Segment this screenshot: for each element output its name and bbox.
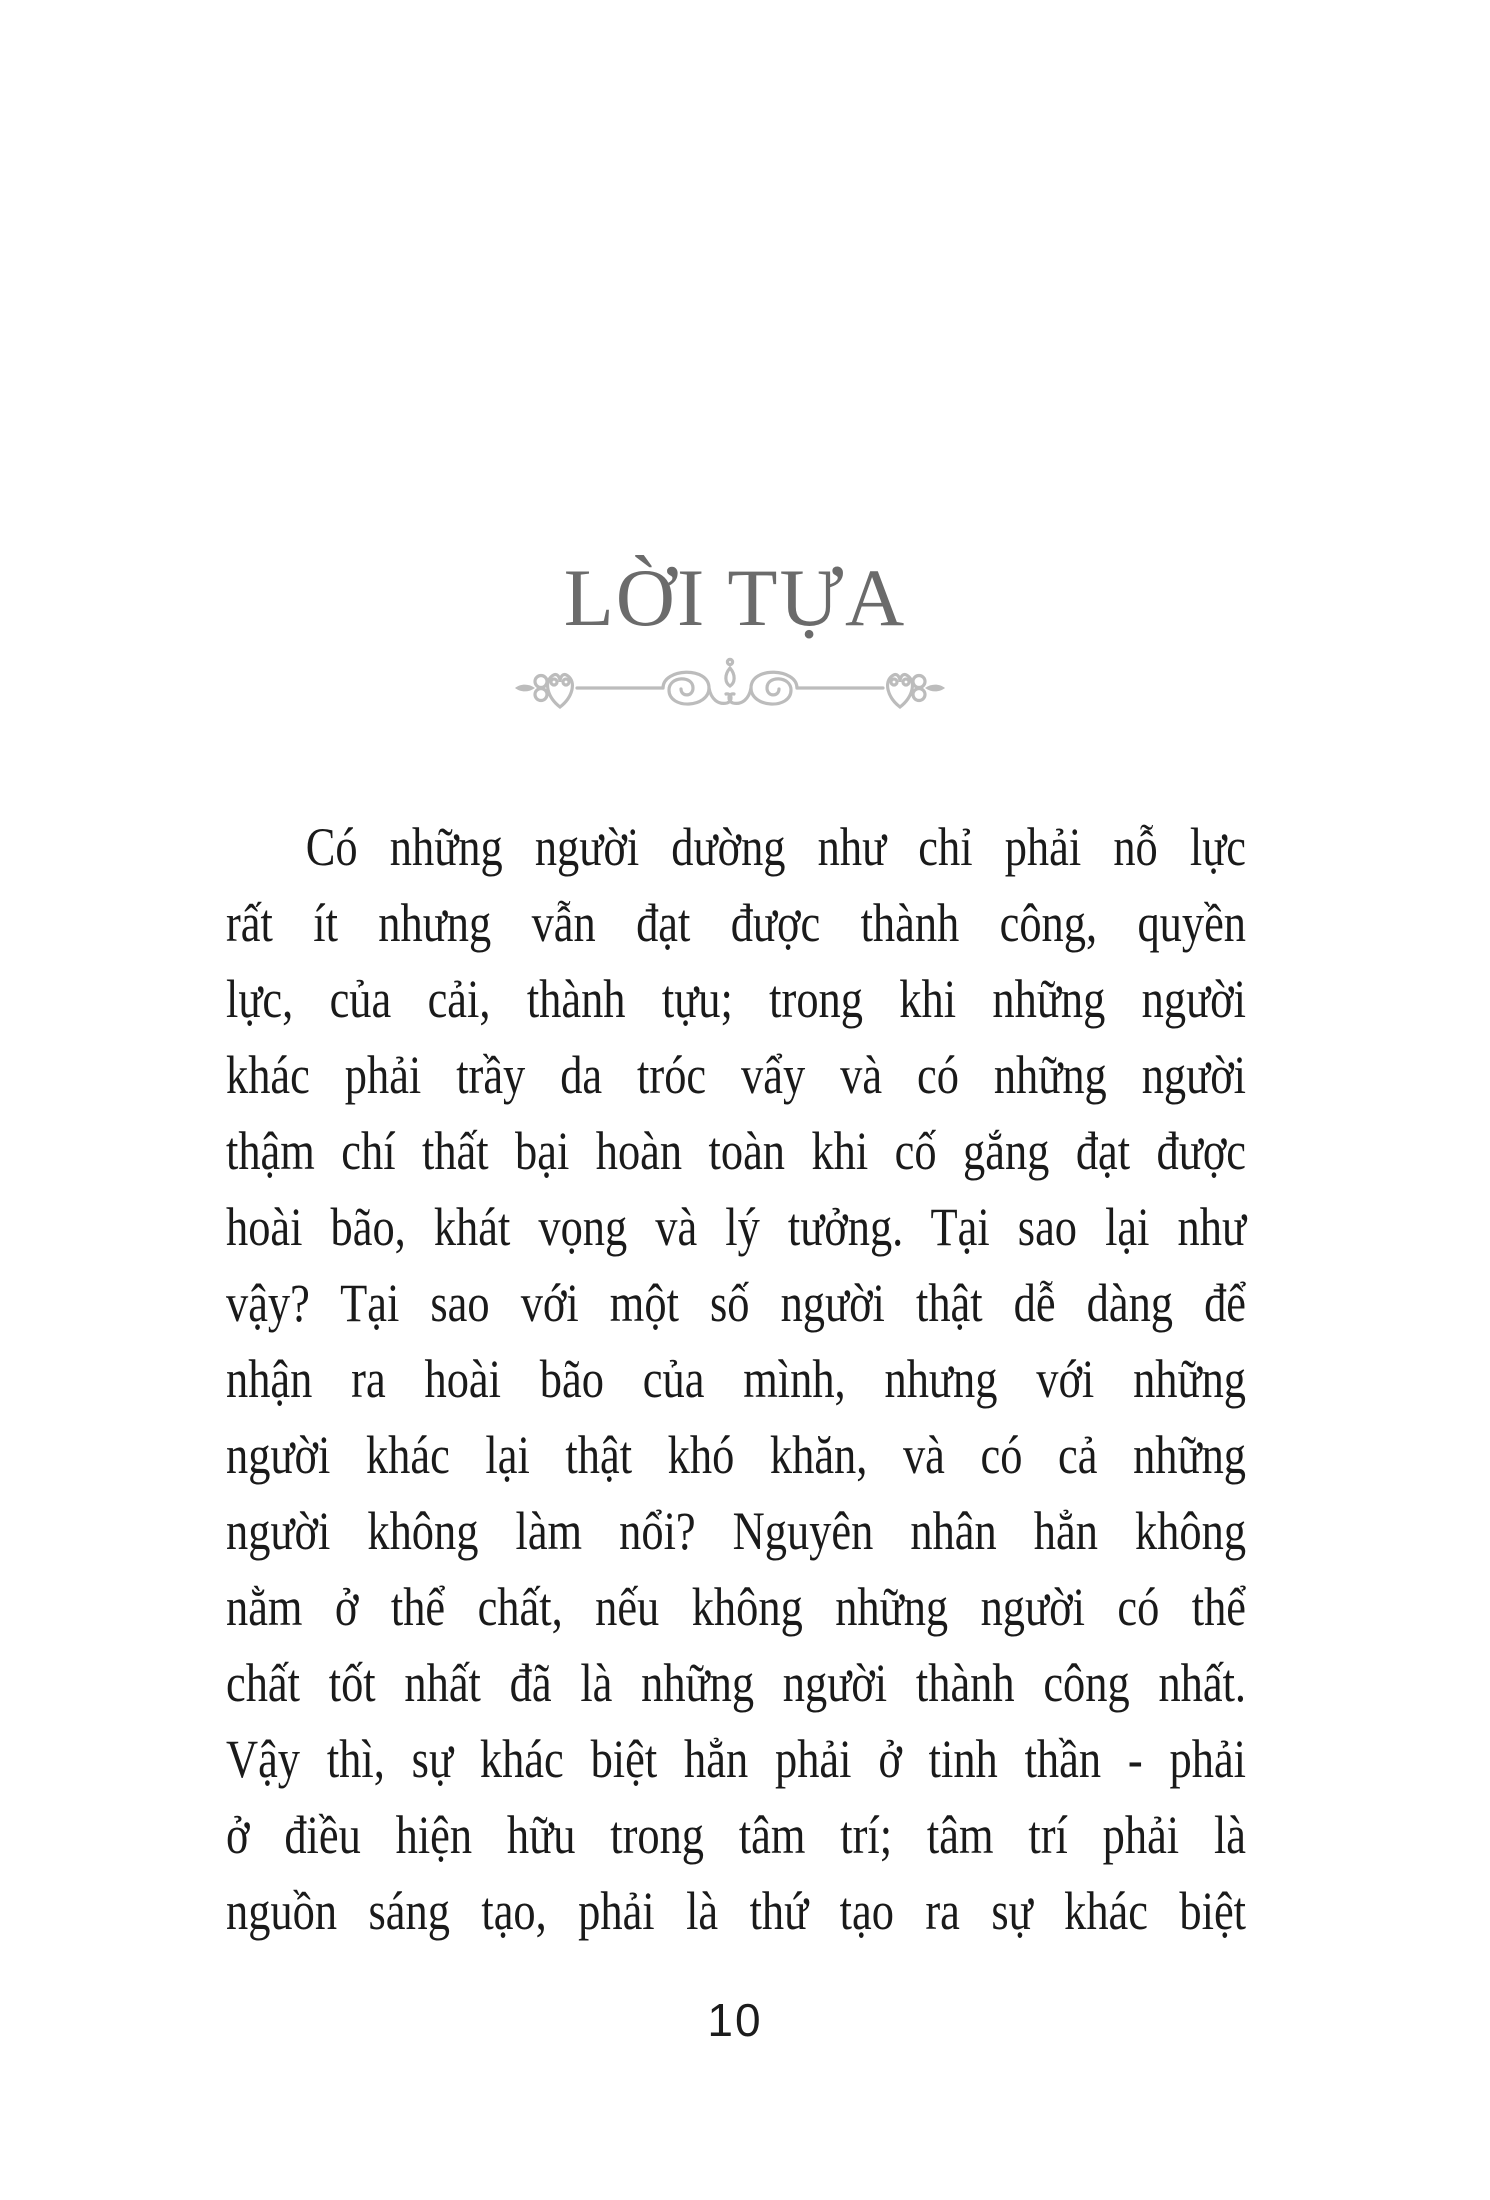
paragraph-line: nhận ra hoài bão của mình, nhưng với những [226, 1349, 1247, 1409]
paragraph-line: người không làm nổi? Nguyên nhân hẳn không [226, 1501, 1247, 1561]
paragraph-line: rất ít nhưng vẫn đạt được thành công, quyền [226, 893, 1247, 953]
paragraph-line: nằm ở thể chất, nếu không những người có thể [226, 1577, 1247, 1637]
paragraph-line: nguồn sáng tạo, phải là thứ tạo ra sự khác biệt [226, 1881, 1247, 1941]
paragraph-line: thậm chí thất bại hoàn toàn khi cố gắng đạt được [226, 1121, 1247, 1181]
page-title: LỜI TỰA [563, 552, 907, 643]
page-number: 10 [707, 1994, 763, 2046]
paragraph-line: Vậy thì, sự khác biệt hẳn phải ở tinh thần - phải [226, 1729, 1247, 1789]
paragraph-line: lực, của cải, thành tựu; trong khi những người [226, 969, 1247, 1029]
paragraph-line: Có những người dường như chỉ phải nỗ lực [305, 817, 1247, 877]
paragraph-line: người khác lại thật khó khăn, và có cả những [226, 1425, 1247, 1485]
preface-paragraph [226, 809, 1246, 1949]
paragraph-line: vậy? Tại sao với một số người thật dễ dàng để [226, 1273, 1247, 1333]
paragraph-line: chất tốt nhất đã là những người thành công nhất. [226, 1653, 1247, 1713]
divider-ornament-icon [513, 655, 947, 715]
paragraph-line: khác phải trầy da tróc vẩy và có những người [226, 1045, 1247, 1105]
paragraph-line: ở điều hiện hữu trong tâm trí; tâm trí phải là [226, 1805, 1247, 1865]
paragraph-line: hoài bão, khát vọng và lý tưởng. Tại sao lại như [226, 1197, 1247, 1257]
